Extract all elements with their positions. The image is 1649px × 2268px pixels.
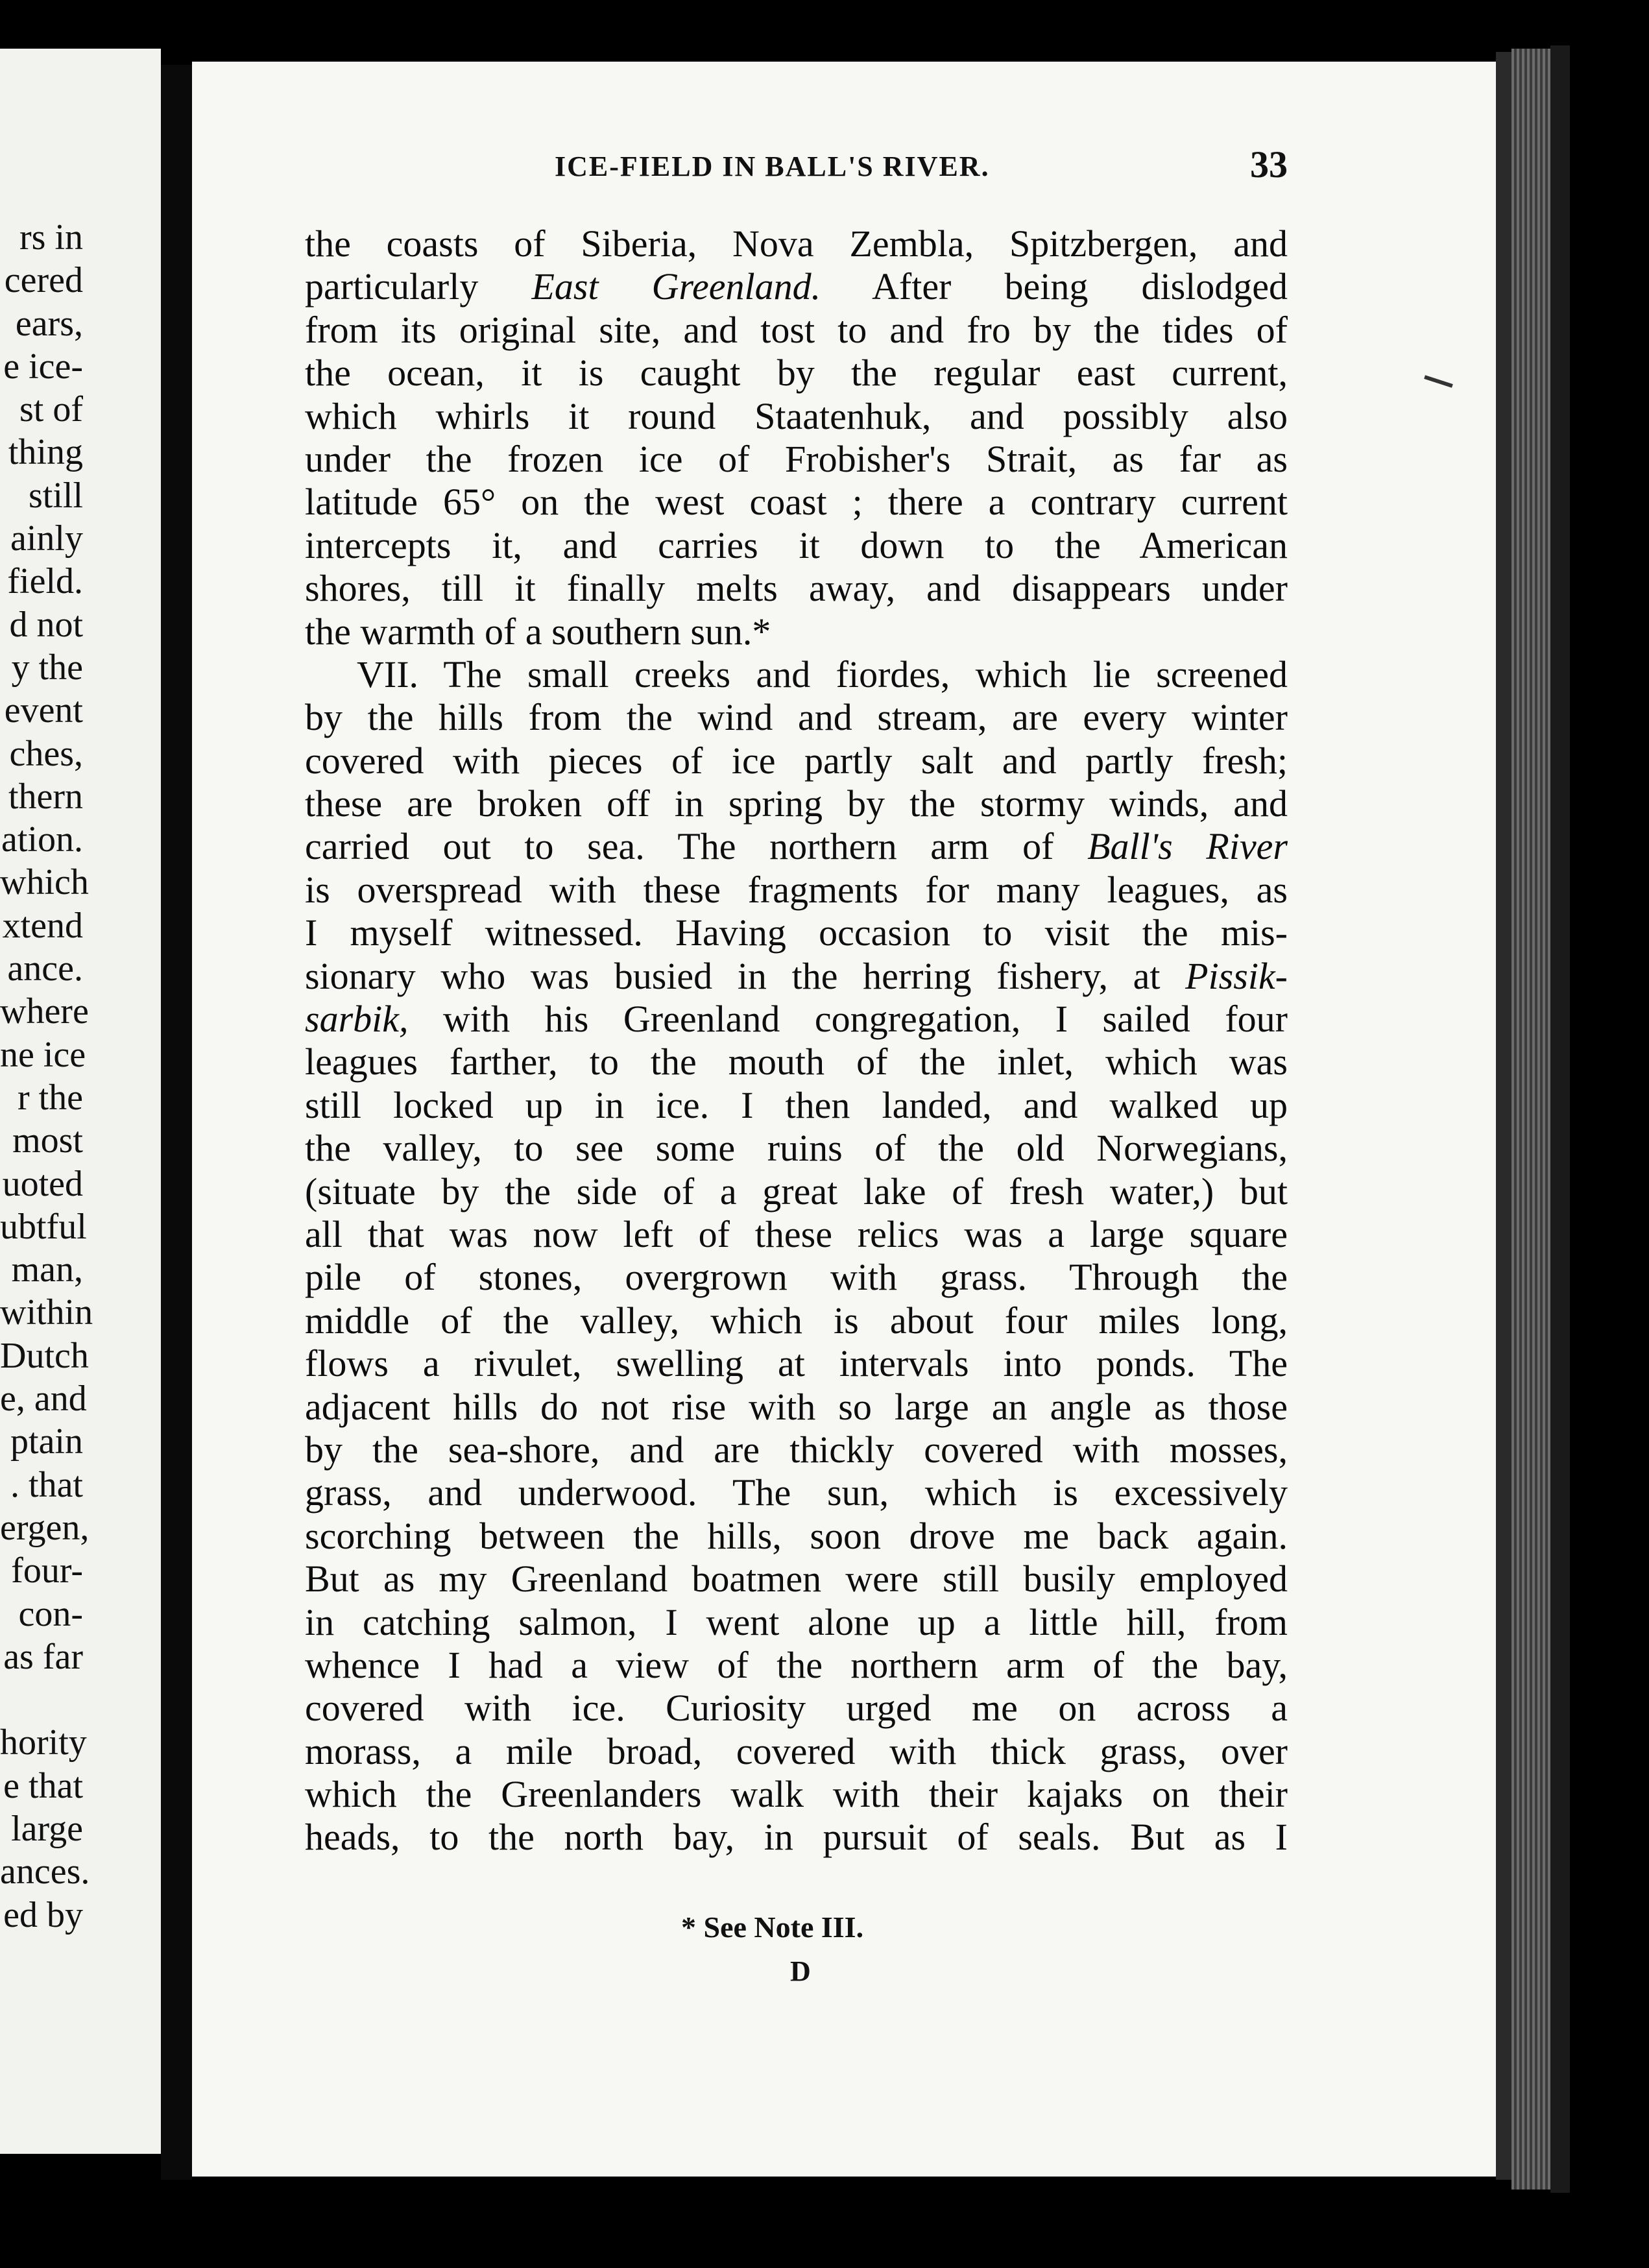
text-line [305, 1342, 1288, 1385]
left-page-line [0, 302, 161, 345]
left-page-line [0, 1765, 161, 1807]
left-page-line [0, 904, 161, 947]
text-line [305, 1429, 1288, 1471]
line-text: still locked up in ice. I then landed, and walked up [305, 1083, 1288, 1126]
left-page-fragment: hority [0, 1722, 87, 1763]
text-line [305, 1558, 1288, 1600]
left-page-fragment: ance. [7, 948, 83, 989]
page-block-edges [1511, 49, 1550, 2190]
book-gutter [161, 65, 192, 2180]
left-page-fragment: ears, [15, 303, 83, 344]
left-page-fragment: ubtful [0, 1206, 87, 1247]
left-page-line [0, 1076, 161, 1119]
line-text: But as my Greenland boatmen were still busily employed [305, 1558, 1288, 1600]
line-text: middle of the valley, which is about four miles long, [305, 1299, 1288, 1342]
text-line [305, 481, 1288, 524]
line-text: leagues farther, to the mouth of the inlet, which was [305, 1041, 1288, 1083]
left-page-line [0, 517, 161, 560]
text-line [305, 1386, 1288, 1429]
text-line [305, 1687, 1288, 1730]
left-page-fragment: which [0, 862, 89, 903]
text-line [305, 1041, 1288, 1083]
italic-text: East Greenland. [531, 265, 821, 308]
left-page-fragment: within [0, 1292, 93, 1333]
line-text: by the hills from the wind and stream, are every winter [305, 696, 1288, 739]
body-text [305, 223, 1288, 1859]
left-page-fragment: as far [3, 1636, 83, 1677]
left-page-line [0, 1593, 161, 1635]
text-line [305, 395, 1288, 438]
left-page-fragment: four- [11, 1550, 83, 1591]
left-page-fragment: st of [19, 389, 83, 430]
text-line [305, 782, 1288, 825]
text-line [305, 955, 1288, 998]
left-page-fragment: where [0, 991, 89, 1032]
line-text: (situate by the side of a great lake of fresh water,) but [305, 1170, 1288, 1212]
line-text: whence I had a view of the northern arm of the bay, [305, 1643, 1288, 1686]
left-page-line [0, 603, 161, 646]
line-text: from its original site, and tost to and fro by the tides of [305, 308, 1288, 351]
text-line [305, 1730, 1288, 1773]
left-page-fragment: r the [17, 1077, 83, 1118]
left-page-line [0, 1119, 161, 1162]
line-text: intercepts it, and carries it down to the American [305, 524, 1288, 566]
left-page-line [0, 1033, 161, 1076]
text-line [305, 1773, 1288, 1816]
left-page-fragment: ergen, [0, 1507, 90, 1548]
left-page-line [0, 1163, 161, 1205]
line-text: scorching between the hills, soon drove me back again. [305, 1514, 1288, 1557]
left-page-line [0, 1635, 161, 1678]
left-page-line [0, 1894, 161, 1936]
text-line [305, 610, 1288, 653]
left-page-fragment: d not [9, 604, 83, 645]
line-text: the coasts of Siberia, Nova Zembla, Spitzbergen, and [305, 223, 1288, 265]
left-page-line [0, 1807, 161, 1850]
left-page-line [0, 818, 161, 861]
left-page-line [0, 345, 161, 388]
left-page-fragment: large [11, 1808, 83, 1849]
text-line [305, 309, 1288, 352]
left-page-line [0, 388, 161, 431]
line-text: After being dislodged [872, 265, 1288, 308]
left-page-fragment: cered [4, 260, 83, 301]
line-text: shores, till it finally melts away, and disappears under [305, 567, 1288, 610]
line-text: morass, a mile broad, covered with thick grass, over [305, 1730, 1288, 1772]
left-page-fragment: field. [7, 561, 83, 602]
left-page-fragment: thing [8, 432, 83, 473]
italic-text: Pissik- [1185, 954, 1288, 997]
book-cover-edge [1550, 45, 1570, 2193]
line-text: the valley, to see some ruins of the old Norwegians, [305, 1127, 1288, 1170]
text-line [305, 696, 1288, 739]
left-page-fragment: e ice- [3, 346, 83, 387]
text-line [305, 998, 1288, 1041]
text-line [305, 1256, 1288, 1299]
line-text: pile of stones, overgrown with grass. Through the [305, 1256, 1288, 1299]
left-page-fragment: man, [11, 1249, 83, 1290]
text-line [305, 1213, 1288, 1256]
left-page-line [0, 431, 161, 474]
italic-text: Ball's River [1087, 825, 1288, 868]
text-line [305, 1816, 1288, 1859]
line-text: sionary who was busied in the herring fishery, at [305, 954, 1161, 997]
line-text: carried out to sea. The northern arm of [305, 825, 1054, 868]
line-text: adjacent hills do not rise with so large an angle as those [305, 1385, 1288, 1428]
text-line [305, 653, 1288, 696]
left-page-text-fragments [0, 216, 161, 1936]
left-page-line [0, 1850, 161, 1893]
running-head: ICE-FIELD IN BALL'S RIVER. [555, 151, 990, 182]
text-line [305, 911, 1288, 954]
left-page-fragment: ne ice [0, 1034, 86, 1075]
text-line [305, 1644, 1288, 1687]
left-page-line [0, 1506, 161, 1549]
line-text: all that was now left of these relics was a large square [305, 1212, 1288, 1255]
left-page-line [0, 646, 161, 689]
line-text: latitude 65° on the west coast ; there a contrary current [305, 481, 1288, 524]
text-line [305, 1084, 1288, 1127]
left-page-line [0, 947, 161, 990]
text-line [305, 825, 1288, 868]
left-page-line [0, 1549, 161, 1592]
left-page-fragment: . that [10, 1464, 83, 1505]
left-page-line [0, 990, 161, 1033]
left-page-line [0, 1420, 161, 1463]
left-page-fragment: ances. [0, 1852, 90, 1892]
left-page-line [0, 474, 161, 517]
line-text: covered with pieces of ice partly salt and partly fresh; [305, 739, 1288, 782]
line-text: which whirls it round Staatenhuk, and possibly also [305, 394, 1288, 437]
line-text: under the frozen ice of Frobisher's Strait, as far as [305, 437, 1288, 480]
text-line [305, 265, 1288, 308]
left-page-fragment: uoted [2, 1163, 83, 1204]
signature-mark: D [790, 1955, 811, 1987]
left-page-fragment: ation. [1, 819, 83, 860]
left-page-fragment: ainly [10, 518, 83, 559]
left-page-fragment: e that [3, 1765, 83, 1806]
line-text: the warmth of a southern sun.* [305, 610, 771, 653]
left-page-line [0, 1377, 161, 1420]
left-page-fragment: con- [18, 1593, 83, 1634]
line-text: the ocean, it is caught by the regular east current, [305, 352, 1288, 394]
footnote: * See Note III. [681, 1911, 864, 1944]
left-page-fragment: ptain [10, 1421, 83, 1462]
line-text: particularly [305, 265, 479, 308]
text-line [305, 1170, 1288, 1213]
left-page-fragment: y the [11, 647, 83, 688]
left-page-fragment: most [12, 1120, 83, 1161]
left-page-line [0, 689, 161, 732]
left-page-line [0, 216, 161, 259]
left-page-line [0, 732, 161, 775]
line-text: with his Greenland congregation, I sailed four [443, 998, 1288, 1041]
left-page-fragment: thern [8, 776, 83, 817]
left-page-line [0, 861, 161, 904]
line-text: which the Greenlanders walk with their kajaks on their [305, 1773, 1288, 1816]
left-page-line [0, 775, 161, 818]
italic-text: sarbik, [305, 998, 409, 1041]
text-line [305, 740, 1288, 782]
line-text: heads, to the north bay, in pursuit of seals. But as I [305, 1816, 1288, 1859]
left-page-line [0, 1721, 161, 1764]
line-text: is overspread with these fragments for many leagues, as [305, 868, 1288, 911]
text-line [305, 223, 1288, 265]
text-line [305, 524, 1288, 567]
left-page-fragment: xtend [2, 905, 83, 946]
left-page-fragment: event [4, 690, 83, 731]
left-page-fragment: still [28, 475, 83, 516]
text-line [305, 438, 1288, 481]
left-page-line [0, 1334, 161, 1377]
left-page-fragment: rs in [19, 217, 83, 258]
left-page-line [0, 560, 161, 603]
page-number: 33 [1250, 143, 1288, 186]
left-page-line [0, 1291, 161, 1334]
left-page-fragment: ches, [9, 733, 83, 774]
left-page-line [0, 1205, 161, 1248]
text-line [305, 1127, 1288, 1170]
text-line [305, 352, 1288, 394]
text-line [305, 567, 1288, 610]
line-text: I myself witnessed. Having occasion to visit the mis- [305, 911, 1288, 954]
left-page-line [0, 1464, 161, 1506]
left-page-fragment: e, and [0, 1379, 87, 1419]
left-page-fragment: Dutch [0, 1335, 89, 1376]
text-line [305, 1601, 1288, 1644]
line-text: grass, and underwood. The sun, which is excessively [305, 1471, 1288, 1514]
text-line [305, 1471, 1288, 1514]
line-text: these are broken off in spring by the stormy winds, and [305, 782, 1288, 825]
line-text: covered with ice. Curiosity urged me on across a [305, 1687, 1288, 1730]
text-line [305, 1299, 1288, 1342]
left-page-line [0, 259, 161, 302]
left-page-line [0, 1248, 161, 1291]
line-text: VII. The small creeks and fiordes, which lie screened [357, 653, 1288, 695]
line-text: flows a rivulet, swelling at intervals into ponds. The [305, 1342, 1288, 1385]
line-text: by the sea-shore, and are thickly covered with mosses, [305, 1428, 1288, 1471]
line-text: in catching salmon, I went alone up a little hill, from [305, 1600, 1288, 1643]
left-page-line [0, 1678, 161, 1721]
left-page [0, 49, 161, 2154]
left-page-fragment: ed by [3, 1894, 83, 1935]
text-line [305, 1515, 1288, 1558]
text-line [305, 869, 1288, 911]
